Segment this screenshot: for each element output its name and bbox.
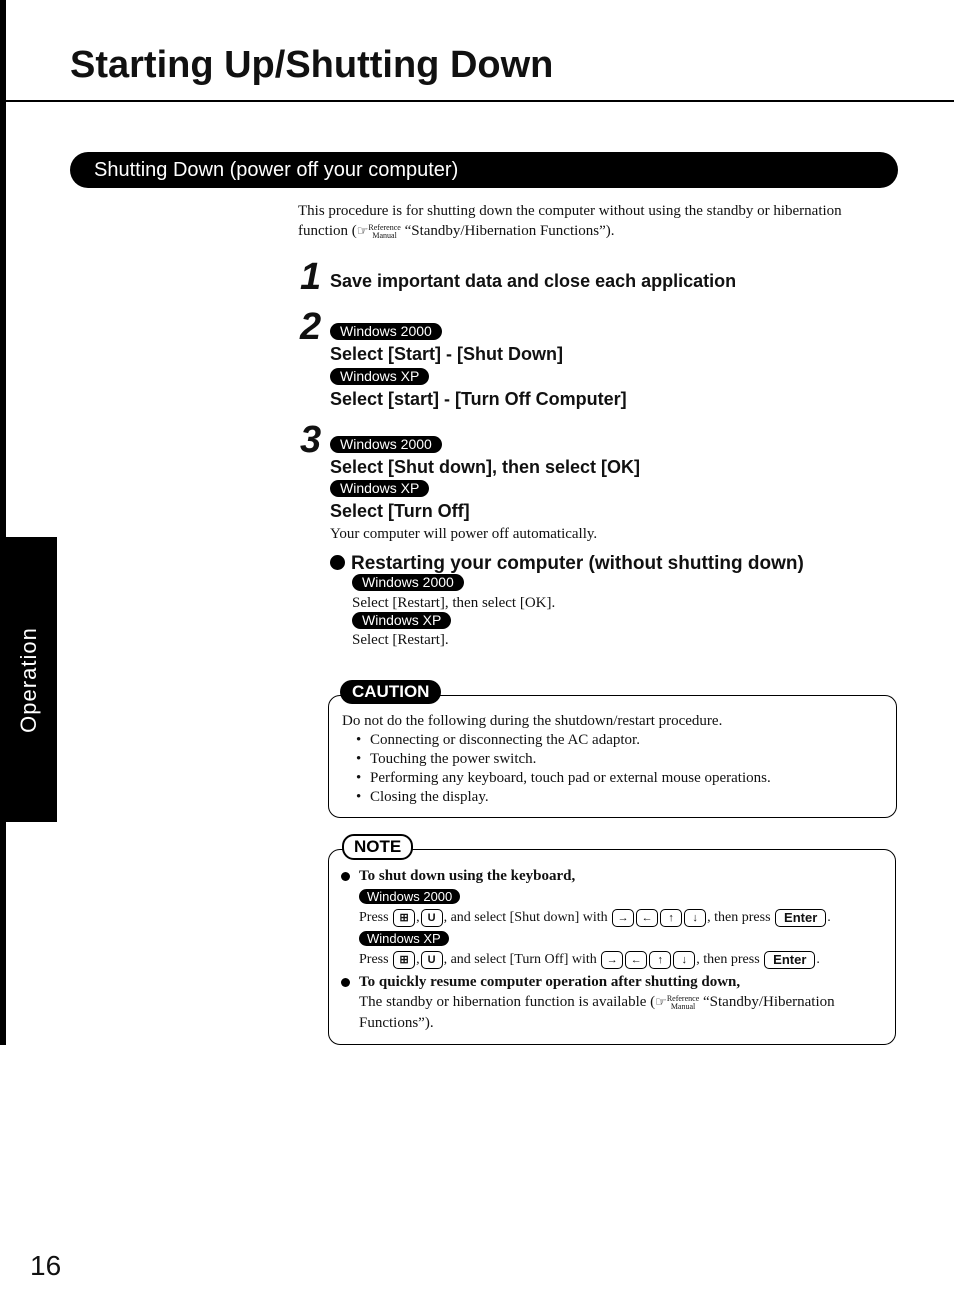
intro-paragraph bbox=[298, 201, 908, 242]
step-2-text-w2k: Select [Start] - [Shut Down] bbox=[330, 344, 563, 364]
caution-label: CAUTION bbox=[340, 680, 441, 704]
windows-key-icon: ⊞ bbox=[393, 951, 415, 969]
u-key-icon: U bbox=[421, 951, 443, 969]
restart-text-w2k: Select [Restart], then select [OK]. bbox=[352, 595, 556, 611]
bullet-icon bbox=[341, 978, 350, 987]
os-badge-windows-2000: Windows 2000 bbox=[330, 323, 442, 340]
note-bullet-resume: To quickly resume computer operation after shutting down, bbox=[339, 972, 884, 992]
step-3-text-w2k: Select [Shut down], then select [OK] bbox=[330, 457, 641, 477]
caution-item: • Touching the power switch. bbox=[356, 750, 882, 769]
step-1-number: 1 bbox=[300, 256, 322, 298]
note-resume-text: The standby or hibernation function is available (☞Reference Manual “Standby/Hibernation Functions”). bbox=[359, 993, 835, 1031]
restart-heading: Restarting your computer (without shutting down) bbox=[330, 553, 804, 575]
hand-pointer-icon: ☞ bbox=[655, 995, 667, 1010]
step-3-text-xp: Select [Turn Off] bbox=[330, 501, 470, 521]
intro-line-1: This procedure is for shutting down the computer without using the standby or hibernation bbox=[298, 203, 842, 219]
caution-item: • Closing the display. bbox=[356, 788, 882, 807]
os-badge-windows-xp: Windows XP bbox=[352, 612, 451, 629]
step-1-text: Save important data and close each application bbox=[330, 271, 737, 291]
note-box bbox=[328, 849, 896, 1045]
side-tab-label: Operation bbox=[15, 626, 41, 733]
note-bullet-keyboard: To shut down using the keyboard, bbox=[339, 866, 884, 886]
left-margin-rule bbox=[0, 0, 6, 1045]
os-badge-windows-2000: Windows 2000 bbox=[352, 574, 464, 591]
up-arrow-key-icon: ↑ bbox=[660, 909, 682, 927]
step-3-after: Your computer will power off automatically. bbox=[330, 526, 598, 542]
step-3-number: 3 bbox=[300, 419, 322, 461]
caution-item: • Connecting or disconnecting the AC adaptor. bbox=[356, 731, 882, 750]
os-badge-windows-2000: Windows 2000 bbox=[359, 889, 460, 904]
caution-intro: Do not do the following during the shutdown/restart procedure. bbox=[342, 713, 723, 729]
caution-list bbox=[356, 731, 882, 807]
caution-box bbox=[328, 695, 897, 818]
restart-text-xp: Select [Restart]. bbox=[352, 632, 449, 648]
caution-item: • Performing any keyboard, touch pad or external mouse operations. bbox=[356, 769, 882, 788]
os-badge-windows-xp: Windows XP bbox=[330, 480, 429, 497]
page-number: 16 bbox=[30, 1250, 62, 1281]
note-label: NOTE bbox=[342, 834, 413, 860]
os-badge-windows-2000: Windows 2000 bbox=[330, 436, 442, 453]
windows-key-icon: ⊞ bbox=[393, 909, 415, 927]
down-arrow-key-icon: ↓ bbox=[673, 951, 695, 969]
page-title: Starting Up/Shutting Down bbox=[70, 44, 554, 86]
side-tab bbox=[0, 537, 57, 822]
up-arrow-key-icon: ↑ bbox=[649, 951, 671, 969]
title-rule bbox=[6, 100, 954, 102]
intro-line-2-post: “Standby/Hibernation Functions”). bbox=[400, 223, 615, 239]
step-2-text-xp: Select [start] - [Turn Off Computer] bbox=[330, 389, 627, 409]
section-heading: Shutting Down (power off your computer) bbox=[70, 152, 898, 188]
note-w2k-keys: Press ⊞ , U , and select [Shut down] with → ← ↑ ↓ , then press Enter . bbox=[359, 909, 831, 925]
note-xp-keys: Press ⊞ , U , and select [Turn Off] with → ← ↑ ↓ , then press Enter . bbox=[359, 951, 820, 967]
right-arrow-key-icon: → bbox=[612, 909, 634, 927]
left-arrow-key-icon: ← bbox=[625, 951, 647, 969]
reference-manual-icon: Reference Manual bbox=[368, 222, 401, 240]
hand-pointer-icon: ☞ bbox=[356, 224, 369, 239]
left-arrow-key-icon: ← bbox=[636, 909, 658, 927]
os-badge-windows-xp: Windows XP bbox=[330, 368, 429, 385]
right-arrow-key-icon: → bbox=[601, 951, 623, 969]
down-arrow-key-icon: ↓ bbox=[684, 909, 706, 927]
bullet-icon bbox=[330, 555, 345, 570]
enter-key-icon: Enter bbox=[775, 909, 826, 927]
bullet-icon bbox=[341, 872, 350, 881]
u-key-icon: U bbox=[421, 909, 443, 927]
enter-key-icon: Enter bbox=[764, 951, 815, 969]
step-2-number: 2 bbox=[300, 306, 322, 348]
reference-manual-icon: Reference Manual bbox=[666, 993, 700, 1011]
intro-line-2-pre: function ( bbox=[298, 223, 357, 239]
os-badge-windows-xp: Windows XP bbox=[359, 931, 449, 946]
